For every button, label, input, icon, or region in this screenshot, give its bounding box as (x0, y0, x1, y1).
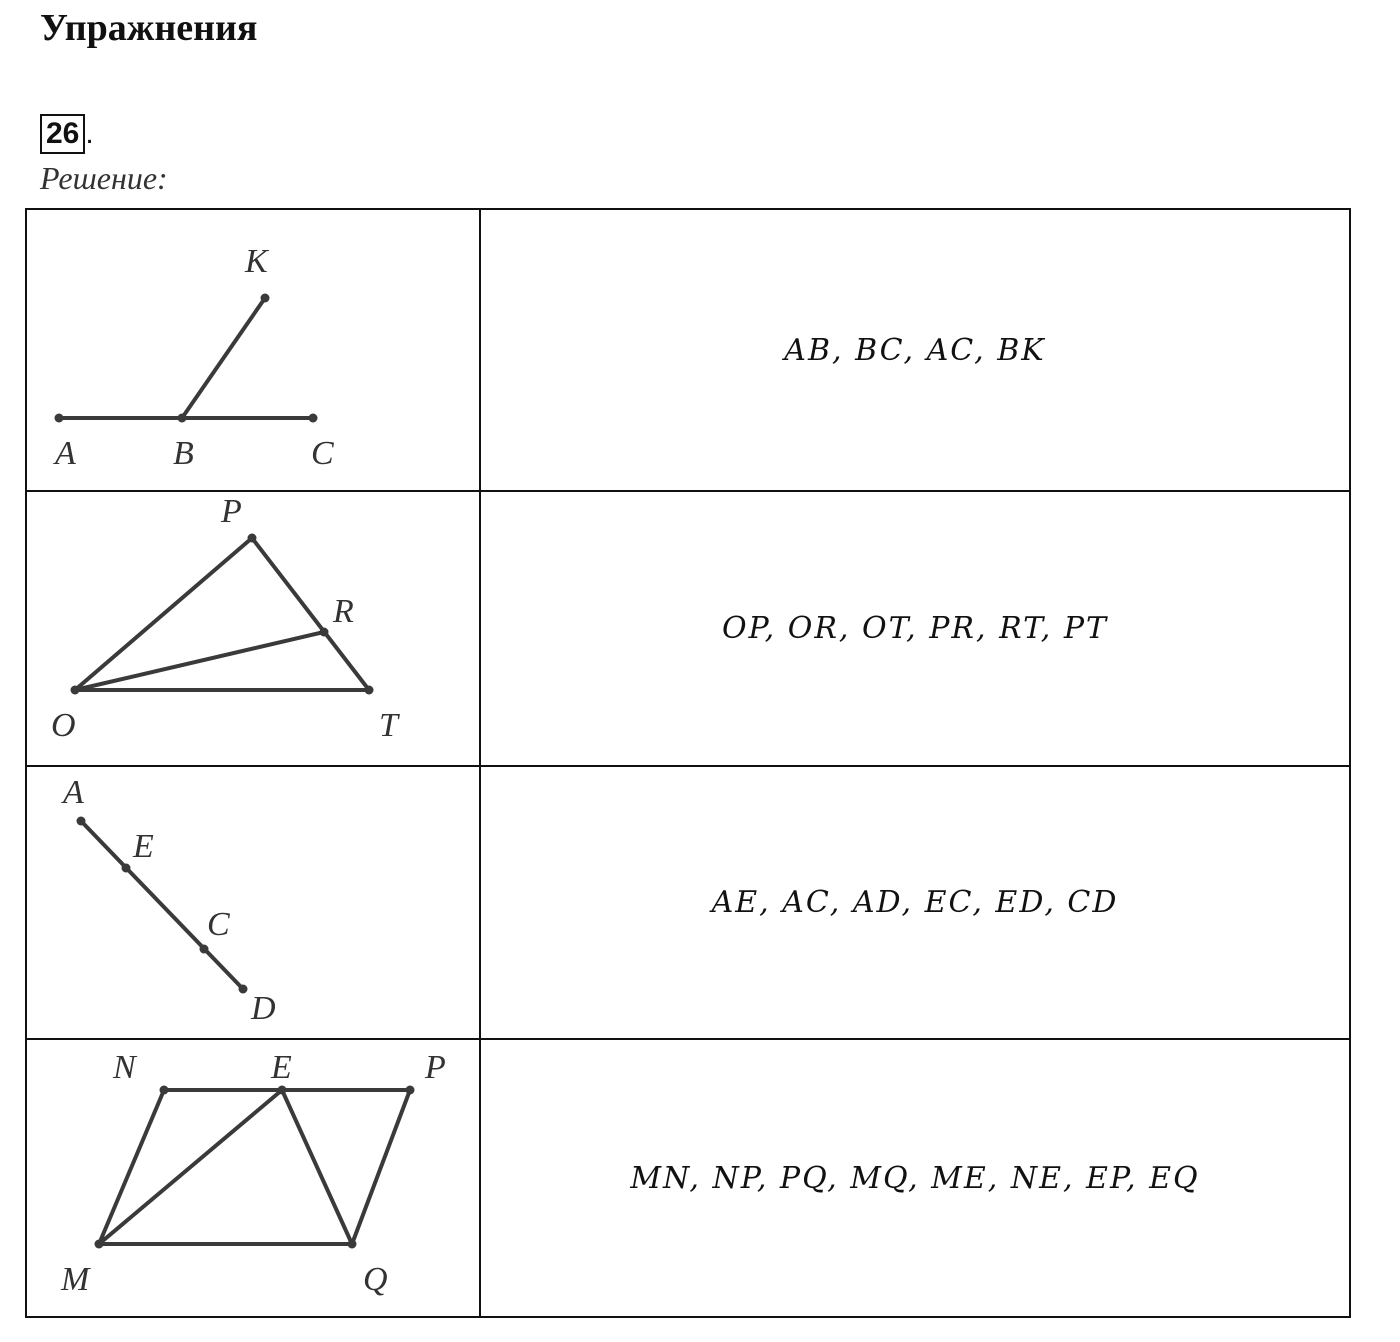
label-b: B (173, 435, 194, 472)
answer-cell-4: MN, NP, PQ, MQ, ME, NE, EP, EQ (480, 1039, 1350, 1317)
solution-label: Решение: (40, 160, 168, 196)
point-m (95, 1240, 104, 1249)
figure-cell-3 (26, 766, 480, 1039)
answer-cell-3: AE, AC, AD, EC, ED, CD (480, 766, 1350, 1039)
segment-op (75, 538, 252, 690)
label-a: A (55, 435, 76, 472)
label-e: E (133, 828, 154, 865)
figure-aecd (27, 767, 479, 1038)
point-e (278, 1086, 287, 1095)
page-title: Упражнения (40, 7, 258, 49)
label-n: N (113, 1049, 136, 1086)
label-p: P (425, 1049, 446, 1086)
label-e: E (271, 1049, 292, 1086)
point-a (55, 414, 64, 423)
exercise-number (40, 114, 94, 154)
label-o: O (51, 707, 76, 744)
point-r (320, 628, 329, 637)
exercise-number-dot: . (85, 117, 94, 150)
label-r: R (333, 593, 354, 630)
point-q (348, 1240, 357, 1249)
point-e (122, 864, 131, 873)
point-a (77, 817, 86, 826)
label-d: D (251, 990, 276, 1027)
label-q: Q (363, 1261, 388, 1298)
exercise-number-box: 26 (40, 114, 85, 154)
answer-cell-2: OP, OR, OT, PR, RT, PT (480, 491, 1350, 766)
point-n (160, 1086, 169, 1095)
label-t: T (379, 707, 398, 744)
segment-pq (352, 1090, 410, 1244)
segment-bk (182, 298, 265, 418)
label-c: C (207, 906, 230, 943)
point-p (406, 1086, 415, 1095)
point-b (178, 414, 187, 423)
segment-ad (81, 821, 243, 989)
segment-mn (99, 1090, 164, 1244)
point-p (248, 534, 257, 543)
point-c (200, 945, 209, 954)
figure-cell-2 (26, 491, 480, 766)
figure-abck (27, 210, 479, 490)
solution-table (25, 208, 1351, 1318)
point-c (309, 414, 318, 423)
table-row (26, 209, 1350, 491)
point-d (239, 985, 248, 994)
answer-cell-1: AB, BC, AC, BK (480, 209, 1350, 491)
figure-mnpq (27, 1040, 479, 1316)
table-row (26, 766, 1350, 1039)
table-row (26, 491, 1350, 766)
label-k: K (245, 243, 268, 280)
segment-me (99, 1090, 282, 1244)
figure-cell-1 (26, 209, 480, 491)
segment-or (75, 632, 324, 690)
label-a: A (63, 774, 84, 811)
figure-oprt (27, 492, 479, 765)
label-c: C (311, 435, 334, 472)
point-o (71, 686, 80, 695)
label-p: P (221, 493, 242, 530)
segment-eq (282, 1090, 352, 1244)
label-m: M (61, 1261, 90, 1298)
point-t (365, 686, 374, 695)
table-row (26, 1039, 1350, 1317)
figure-cell-4 (26, 1039, 480, 1317)
point-k (261, 294, 270, 303)
